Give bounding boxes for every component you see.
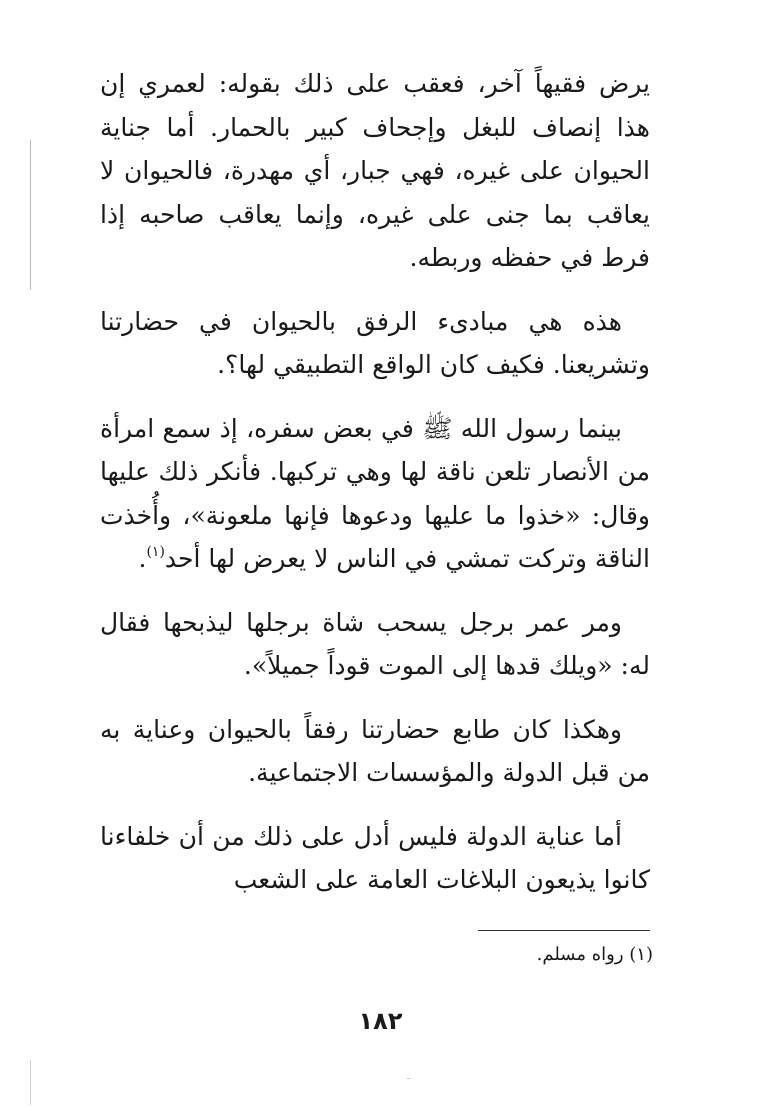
paragraph <box>100 407 650 581</box>
paragraph-end: . <box>138 544 147 573</box>
binding-edge-line <box>30 140 31 290</box>
paragraph: ومر عمر برجل يسحب شاة برجلها ليذبحها فقال له: «ويلك قدها إلى الموت قوداً جميلاً». <box>100 607 650 680</box>
paragraph-text: بينما رسول الله ﷺ في بعض سفره، إذ سمع امرأة من الأنصار تلعن ناقة لها وهي تركبها. فأنكر ذلك عليها وقال: «خذوا ما عليها ودعوها فإنها ملعونة»، وأُخذت الناقة وتركت تمشي في الناس لا يعرض لها أحد <box>100 413 650 573</box>
footnote-separator <box>478 930 650 931</box>
page-number: ١٨٢ <box>358 1007 403 1035</box>
paragraph: هذه هي مبادىء الرفق بالحيوان في حضارتنا وتشريعنا. فكيف كان الواقع التطبيقي لها؟. <box>100 306 650 379</box>
binding-edge-line <box>30 1060 31 1105</box>
footnote-reference: (١) <box>146 544 165 560</box>
paragraph: أما عناية الدولة فليس أدل على ذلك من أن خلفاءنا كانوا يذيعون البلاغات العامة على الشعب <box>100 821 650 894</box>
body-text <box>100 62 650 922</box>
footnote: (١) رواه مسلم. <box>536 944 653 965</box>
paragraph: يرض فقيهاً آخر، فعقب على ذلك بقوله: لعمري إن هذا إنصاف للبغل وإجحاف كبير بالحمار. أما جناية الحيوان على غيره، فهي جبار، أي مهدرة، فالحيوان لا يعاقب بما جنى على غيره، وإنما يعاقب صاحبه إذا فرط في حفظه وربطه. <box>100 69 650 272</box>
scan-speck <box>407 1078 410 1079</box>
paragraph: وهكذا كان طابع حضارتنا رفقاً بالحيوان وعناية به من قبل الدولة والمؤسسات الاجتماعية. <box>100 714 650 787</box>
